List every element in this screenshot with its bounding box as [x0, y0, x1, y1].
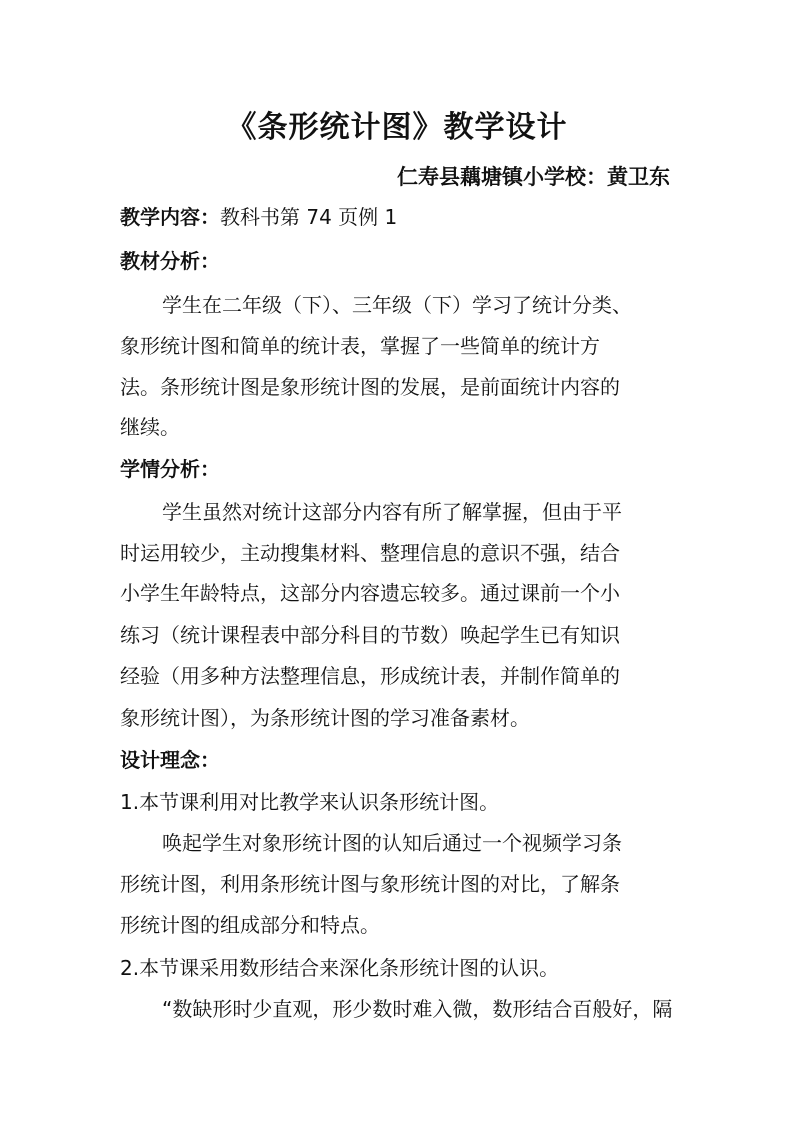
paragraph-line: 形统计图的组成部分和特点。: [120, 913, 380, 937]
design-concept-heading: 设计理念：: [120, 748, 220, 772]
paragraph-line: 练习（统计课程表中部分科目的节数）唤起学生已有知识: [120, 623, 620, 647]
numbered-point: 2.本节课采用数形结合来深化条形统计图的认识。: [120, 956, 560, 980]
learner-analysis-heading: 学情分析：: [120, 457, 220, 481]
author-line: 仁寿县藕塘镇小学校：黄卫东: [397, 165, 670, 189]
teaching-content-label: 教学内容：: [120, 205, 220, 229]
paragraph-line: 经验（用多种方法整理信息，形成统计表，并制作简单的: [120, 664, 620, 688]
material-analysis-heading: 教材分析：: [120, 249, 220, 273]
paragraph-line: 象形统计图和简单的统计表，掌握了一些简单的统计方: [120, 334, 600, 358]
numbered-point: 1.本节课利用对比教学来认识条形统计图。: [120, 790, 500, 814]
paragraph-line: “数缺形时少直观，形少数时难入微，数形结合百般好，隔: [162, 997, 673, 1021]
paragraph-line: 象形统计图），为条形统计图的学习准备素材。: [120, 706, 530, 730]
paragraph-line: 继续。: [120, 415, 180, 439]
paragraph-line: 学生虽然对统计这部分内容有所了解掌握，但由于平: [162, 500, 622, 524]
paragraph-line: 法。条形统计图是象形统计图的发展，是前面统计内容的: [120, 375, 620, 399]
paragraph-line: 时运用较少，主动搜集材料、整理信息的意识不强，结合: [120, 541, 620, 565]
teaching-content-line: [120, 200, 397, 234]
paragraph-line: 形统计图，利用条形统计图与象形统计图的对比，了解条: [120, 872, 620, 896]
paragraph-line: 唤起学生对象形统计图的认知后通过一个视频学习条: [162, 831, 622, 855]
paragraph-line: 学生在二年级（下）、三年级（下）学习了统计分类、: [162, 293, 632, 317]
document-title: 《条形统计图》教学设计: [226, 110, 568, 145]
paragraph-line: 小学生年龄特点，这部分内容遗忘较多。通过课前一个小: [120, 581, 620, 605]
teaching-content-value: 教科书第 74 页例 1: [220, 205, 398, 229]
